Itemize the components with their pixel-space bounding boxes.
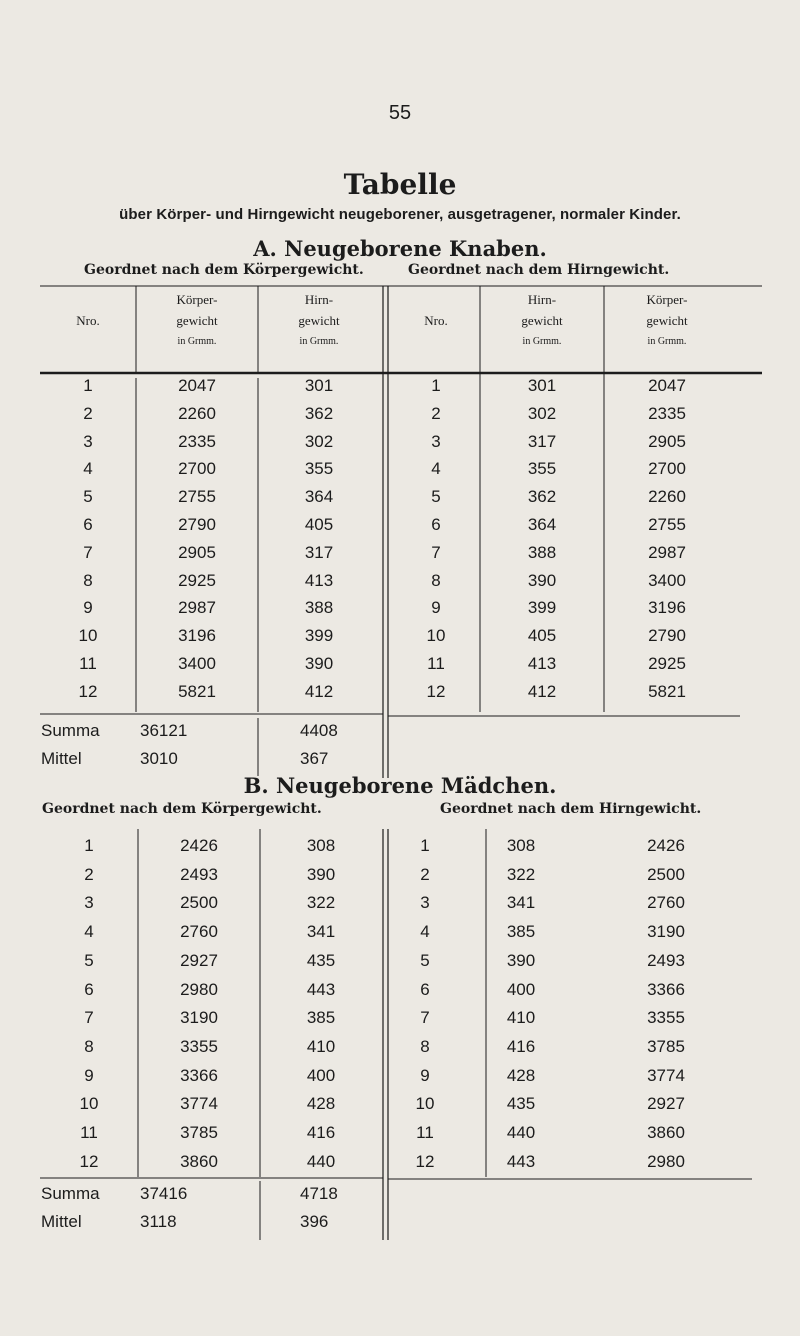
nro-cell: 8: [431, 570, 441, 590]
hirngewicht-cell: 355: [304, 459, 334, 479]
koerpergewicht-cell: 2905: [648, 431, 686, 451]
hirngewicht-cell: 435: [306, 950, 336, 970]
nro-cell: 2: [83, 403, 93, 423]
nro-cell: 8: [84, 1036, 94, 1056]
koerpergewicht-cell: 5821: [178, 681, 216, 701]
hirngewicht-cell: 416: [306, 1123, 336, 1142]
hirngewicht-cell: 385: [306, 1008, 336, 1028]
section-a-summa-hirn: 4408: [300, 721, 338, 740]
hirngewicht-cell: 308: [306, 836, 336, 855]
section-b-mittel-label: Mittel: [41, 1212, 82, 1231]
koerpergewicht-cell: 2426: [647, 836, 685, 855]
koerpergewicht-cell: 2047: [178, 376, 216, 395]
nro-cell: 8: [420, 1036, 430, 1056]
hirngewicht-cell: 405: [527, 626, 557, 646]
section-a-order-right: Geordnet nach dem Hirngewicht.: [408, 262, 670, 278]
section-b-mittel-koerper: 3118: [140, 1212, 177, 1231]
koerpergewicht-cell: 2047: [648, 376, 686, 395]
nro-cell: 11: [416, 1123, 434, 1142]
hirngewicht-cell: 405: [304, 515, 334, 534]
koerpergewicht-cell: 3400: [648, 570, 686, 590]
section-b-summa-label: Summa: [41, 1184, 100, 1203]
nro-cell: 6: [83, 515, 93, 534]
header-hirn-right: Hirn- gewicht in Grmm.: [521, 292, 563, 347]
hirngewicht-cell: 388: [527, 542, 557, 562]
hirngewicht-cell: 440: [506, 1123, 536, 1142]
koerpergewicht-cell: 2925: [648, 654, 686, 673]
hirngewicht-cell: 301: [304, 376, 334, 395]
hirngewicht-cell: 428: [506, 1065, 536, 1085]
koerpergewicht-cell: 3355: [180, 1036, 218, 1056]
hirngewicht-cell: 390: [527, 570, 557, 590]
nro-cell: 7: [431, 542, 441, 562]
nro-cell: 11: [79, 654, 97, 673]
nro-cell: 10: [415, 1094, 435, 1114]
nro-cell: 5: [431, 487, 441, 507]
nro-cell: 5: [83, 487, 93, 507]
hirngewicht-cell: 400: [306, 1065, 336, 1085]
koerpergewicht-cell: 2700: [648, 459, 686, 479]
hirngewicht-cell: 302: [527, 403, 557, 423]
section-a-mittel-koerper: 3010: [140, 749, 178, 768]
koerpergewicht-cell: 2927: [647, 1094, 685, 1114]
nro-cell: 4: [84, 922, 94, 942]
hirngewicht-cell: 317: [527, 431, 557, 451]
koerpergewicht-cell: 3774: [180, 1094, 218, 1114]
nro-cell: 10: [79, 1094, 99, 1114]
section-a-mittel-hirn: 367: [300, 749, 329, 768]
koerpergewicht-cell: 2905: [178, 542, 216, 562]
nro-cell: 3: [420, 893, 430, 913]
koerpergewicht-cell: 2980: [647, 1151, 685, 1171]
nro-cell: 11: [427, 654, 445, 673]
nro-cell: 3: [431, 431, 441, 451]
koerpergewicht-cell: 3774: [647, 1065, 685, 1085]
koerpergewicht-cell: 5821: [648, 681, 686, 701]
nro-cell: 9: [84, 1065, 94, 1085]
section-b-heading: B. Neugeborene Mädchen.: [243, 773, 557, 798]
hirngewicht-cell: 440: [306, 1151, 336, 1171]
koerpergewicht-cell: 2493: [647, 950, 685, 970]
koerpergewicht-cell: 2790: [178, 515, 216, 534]
header-koerper-right: Körper- gewicht in Grmm.: [646, 292, 688, 347]
nro-cell: 3: [83, 431, 93, 451]
hirngewicht-cell: 410: [506, 1008, 536, 1028]
koerpergewicht-cell: 3366: [180, 1065, 218, 1085]
hirngewicht-cell: 400: [506, 979, 536, 999]
nro-cell: 7: [420, 1008, 430, 1028]
hirngewicht-cell: 362: [304, 403, 334, 423]
koerpergewicht-cell: 2500: [647, 864, 685, 884]
hirngewicht-cell: 385: [506, 922, 536, 942]
nro-cell: 12: [79, 1151, 99, 1171]
nro-cell: 1: [83, 376, 93, 395]
hirngewicht-cell: 410: [306, 1036, 336, 1056]
hirngewicht-cell: 412: [527, 681, 557, 701]
header-hirn-left: Hirn- gewicht in Grmm.: [298, 292, 340, 347]
hirngewicht-cell: 308: [506, 836, 536, 855]
nro-cell: 9: [83, 598, 93, 618]
nro-cell: 2: [84, 864, 94, 884]
section-b-mittel-hirn: 396: [300, 1212, 329, 1231]
nro-cell: 2: [420, 864, 430, 884]
koerpergewicht-cell: 2755: [178, 487, 216, 507]
section-a-order-left: Geordnet nach dem Körpergewicht.: [84, 262, 364, 278]
hirngewicht-cell: 341: [306, 922, 336, 942]
section-b-summa-koerper: 37416: [140, 1184, 188, 1203]
hirngewicht-cell: 362: [527, 487, 557, 507]
koerpergewicht-cell: 2987: [648, 542, 686, 562]
koerpergewicht-cell: 3190: [647, 922, 685, 942]
nro-cell: 12: [426, 681, 446, 701]
nro-cell: 7: [84, 1008, 94, 1028]
koerpergewicht-cell: 2260: [648, 487, 686, 507]
hirngewicht-cell: 399: [304, 626, 334, 646]
nro-cell: 1: [84, 836, 94, 855]
koerpergewicht-cell: 2755: [648, 515, 686, 534]
koerpergewicht-cell: 2426: [180, 836, 218, 855]
page-subtitle: über Körper- und Hirngewicht neugeborener, ausgetragener, normaler Kinder.: [119, 206, 681, 223]
section-a-summa-koerper: 36121: [140, 721, 188, 740]
hirngewicht-cell: 322: [306, 893, 336, 913]
koerpergewicht-cell: 2335: [648, 403, 686, 423]
nro-cell: 5: [420, 950, 430, 970]
hirngewicht-cell: 390: [306, 864, 336, 884]
section-b-order-left: Geordnet nach dem Körpergewicht.: [42, 801, 322, 817]
koerpergewicht-cell: 3190: [180, 1008, 218, 1028]
section-b-summa-hirn: 4718: [300, 1184, 338, 1203]
koerpergewicht-cell: 3355: [647, 1008, 685, 1028]
hirngewicht-cell: 355: [527, 459, 557, 479]
hirngewicht-cell: 416: [506, 1036, 536, 1056]
hirngewicht-cell: 390: [304, 654, 334, 673]
hirngewicht-cell: 435: [506, 1094, 536, 1114]
hirngewicht-cell: 412: [304, 681, 334, 701]
koerpergewicht-cell: 2927: [180, 950, 218, 970]
section-a-heading: A. Neugeborene Knaben.: [253, 236, 547, 261]
nro-cell: 10: [78, 626, 98, 646]
hirngewicht-cell: 399: [527, 598, 557, 618]
koerpergewicht-cell: 2335: [178, 431, 216, 451]
koerpergewicht-cell: 2493: [180, 864, 218, 884]
koerpergewicht-cell: 2260: [178, 403, 216, 423]
hirngewicht-cell: 317: [304, 542, 334, 562]
hirngewicht-cell: 388: [304, 598, 334, 618]
hirngewicht-cell: 364: [304, 487, 334, 507]
nro-cell: 6: [420, 979, 430, 999]
nro-cell: 3: [84, 893, 94, 913]
nro-cell: 12: [415, 1151, 435, 1171]
section-b-order-right: Geordnet nach dem Hirngewicht.: [440, 801, 702, 817]
koerpergewicht-cell: 3196: [178, 626, 216, 646]
hirngewicht-cell: 364: [527, 515, 557, 534]
koerpergewicht-cell: 3785: [180, 1123, 218, 1142]
nro-cell: 5: [84, 950, 94, 970]
hirngewicht-cell: 322: [506, 864, 536, 884]
nro-cell: 9: [420, 1065, 430, 1085]
hirngewicht-cell: 443: [306, 979, 336, 999]
koerpergewicht-cell: 2500: [180, 893, 218, 913]
koerpergewicht-cell: 2980: [180, 979, 218, 999]
koerpergewicht-cell: 3860: [647, 1123, 685, 1142]
hirngewicht-cell: 443: [506, 1151, 536, 1171]
hirngewicht-cell: 390: [506, 950, 536, 970]
hirngewicht-cell: 301: [527, 376, 557, 395]
nro-cell: 10: [426, 626, 446, 646]
page-number: 55: [388, 102, 412, 124]
koerpergewicht-cell: 2790: [648, 626, 686, 646]
section-a-mittel-label: Mittel: [41, 749, 82, 768]
page-title: Tabelle: [343, 168, 457, 201]
koerpergewicht-cell: 2925: [178, 570, 216, 590]
nro-cell: 2: [431, 403, 441, 423]
koerpergewicht-cell: 3196: [648, 598, 686, 618]
nro-cell: 1: [431, 376, 441, 395]
koerpergewicht-cell: 2760: [647, 893, 685, 913]
nro-cell: 6: [84, 979, 94, 999]
hirngewicht-cell: 302: [304, 431, 334, 451]
nro-cell: 6: [431, 515, 441, 534]
nro-cell: 4: [431, 459, 441, 479]
koerpergewicht-cell: 3860: [180, 1151, 218, 1171]
koerpergewicht-cell: 3366: [647, 979, 685, 999]
header-nro-right: Nro.: [424, 313, 448, 328]
koerpergewicht-cell: 2700: [178, 459, 216, 479]
koerpergewicht-cell: 2760: [180, 922, 218, 942]
nro-cell: 11: [80, 1123, 98, 1142]
koerpergewicht-cell: 3785: [647, 1036, 685, 1056]
header-nro-left: Nro.: [76, 313, 100, 328]
nro-cell: 12: [78, 681, 98, 701]
koerpergewicht-cell: 3400: [178, 654, 216, 673]
nro-cell: 7: [83, 542, 93, 562]
nro-cell: 8: [83, 570, 93, 590]
hirngewicht-cell: 413: [304, 570, 334, 590]
nro-cell: 4: [83, 459, 93, 479]
nro-cell: 4: [420, 922, 430, 942]
section-a-summa-label: Summa: [41, 721, 100, 740]
header-koerper-left: Körper- gewicht in Grmm.: [176, 292, 218, 347]
koerpergewicht-cell: 2987: [178, 598, 216, 618]
nro-cell: 9: [431, 598, 441, 618]
hirngewicht-cell: 428: [306, 1094, 336, 1114]
hirngewicht-cell: 413: [527, 654, 557, 673]
hirngewicht-cell: 341: [506, 893, 536, 913]
nro-cell: 1: [420, 836, 430, 855]
